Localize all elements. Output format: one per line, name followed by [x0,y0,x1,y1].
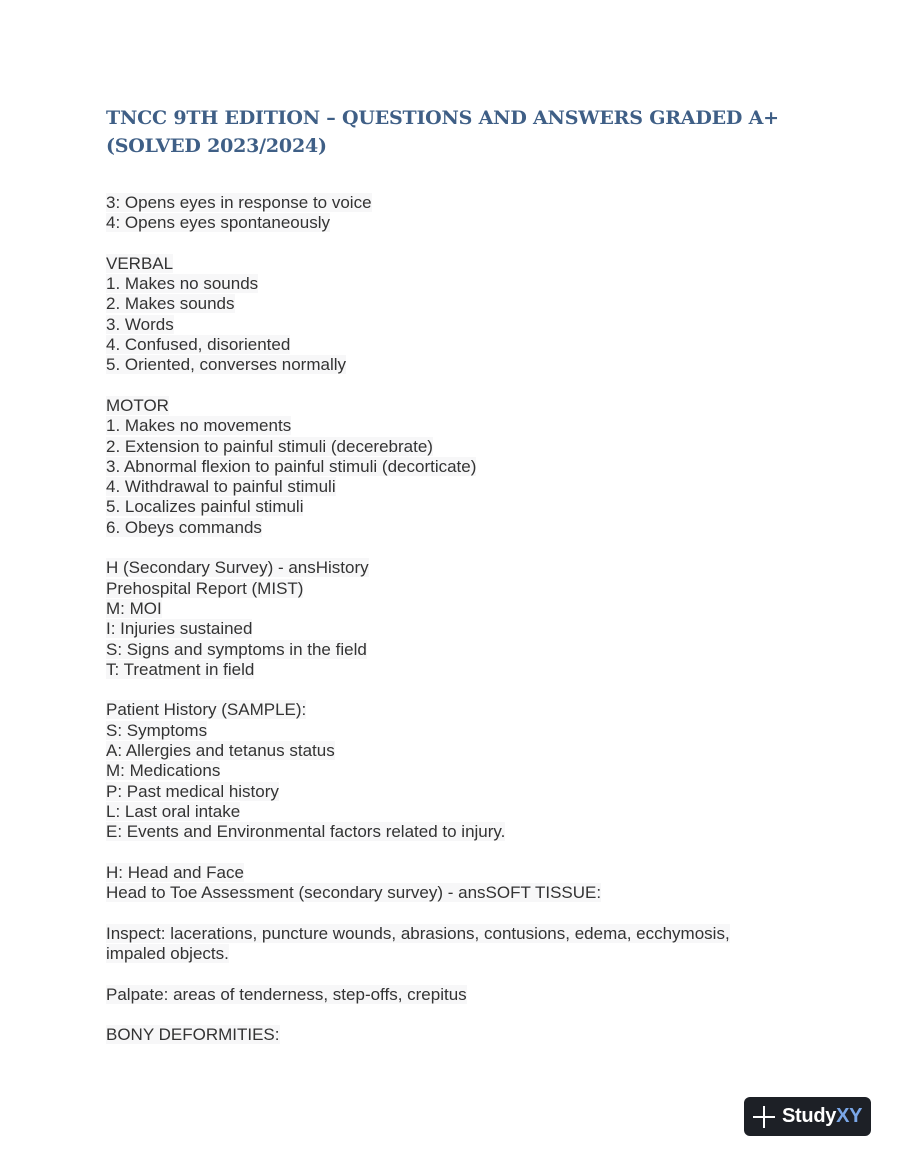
text-line [106,599,806,619]
text-line-content: H (Secondary Survey) - ansHistory [106,558,369,578]
text-block [106,985,806,1005]
text-line-content: S: Symptoms [106,720,208,740]
text-line [106,274,806,294]
text-line-content: 3. Abnormal flexion to painful stimuli (decorticate) [106,456,477,476]
text-line [106,761,806,781]
text-line-content: 3. Words [106,314,174,334]
text-line-content: Head to Toe Assessment (secondary survey) - ansSOFT TISSUE: [106,883,602,903]
text-line [106,193,806,213]
text-line [106,437,806,457]
text-line-content: MOTOR [106,395,169,415]
text-line [106,802,806,822]
text-line [106,294,806,314]
text-line-content: T: Treatment in field [106,659,255,679]
text-block [106,1025,806,1045]
text-line-content: Inspect: lacerations, puncture wounds, abrasions, contusions, edema, ecchymosis, [106,923,730,943]
text-line [106,497,806,517]
text-line [106,863,806,883]
studyxy-badge[interactable] [744,1097,871,1136]
text-line-content: 4. Withdrawal to painful stimuli [106,477,336,497]
text-line [106,721,806,741]
badge-brand-main: Study [782,1105,837,1127]
text-line [106,822,806,842]
text-line-content: M: Medications [106,761,221,781]
badge-brand-accent: XY [836,1105,863,1127]
text-line-content: M: MOI [106,598,162,618]
text-line [106,477,806,497]
text-line [106,579,806,599]
text-line [106,558,806,578]
text-line [106,518,806,538]
text-block [106,924,806,965]
text-block [106,396,806,538]
text-line [106,213,806,233]
text-line-content: P: Past medical history [106,781,279,801]
text-line-content: 4: Opens eyes spontaneously [106,213,330,233]
text-line-content: A: Allergies and tetanus status [106,741,335,761]
text-line [106,355,806,375]
text-line-content: VERBAL [106,253,174,273]
text-line [106,640,806,660]
text-line [106,254,806,274]
text-block [106,863,806,904]
text-line-content: Palpate: areas of tenderness, step-offs, crepitus [106,984,467,1004]
text-line [106,396,806,416]
badge-brand [782,1105,862,1128]
text-line [106,924,806,944]
text-line [106,660,806,680]
document-body [106,193,806,1066]
text-line [106,416,806,436]
plus-icon [753,1106,775,1128]
text-line-content: BONY DEFORMITIES: [106,1025,280,1045]
text-line [106,700,806,720]
text-line [106,883,806,903]
text-line-content: 4. Confused, disoriented [106,335,291,355]
text-line-content: 3: Opens eyes in response to voice [106,193,372,212]
text-line-content: 2. Extension to painful stimuli (decerebrate) [106,436,433,456]
text-line [106,315,806,335]
text-line-content: 5. Oriented, converses normally [106,355,346,375]
text-line-content: Prehospital Report (MIST) [106,578,304,598]
text-line-content: 2. Makes sounds [106,294,235,314]
text-line-content: 5. Localizes painful stimuli [106,497,304,517]
text-block [106,254,806,376]
text-line [106,1025,806,1045]
text-line-content: 1. Makes no sounds [106,274,259,294]
text-line-content: H: Head and Face [106,862,244,882]
text-line-content: E: Events and Environmental factors related to injury. [106,822,506,842]
document-title: TNCC 9TH EDITION – QUESTIONS AND ANSWERS GRADED A+ (SOLVED 2023/2024) [106,107,779,157]
text-line [106,741,806,761]
text-line [106,985,806,1005]
text-line [106,944,806,964]
text-block [106,700,806,842]
text-line [106,457,806,477]
text-line [106,619,806,639]
text-line-content: Patient History (SAMPLE): [106,700,307,720]
text-line-content: S: Signs and symptoms in the field [106,639,367,659]
text-line-content: impaled objects. [106,943,229,963]
text-line [106,335,806,355]
text-line-content: L: Last oral intake [106,801,241,821]
text-block [106,558,806,680]
text-line-content: 6. Obeys commands [106,517,262,537]
text-line-content: I: Injuries sustained [106,619,253,639]
text-line-content: 1. Makes no movements [106,416,292,436]
text-line [106,782,806,802]
text-block [106,193,806,234]
